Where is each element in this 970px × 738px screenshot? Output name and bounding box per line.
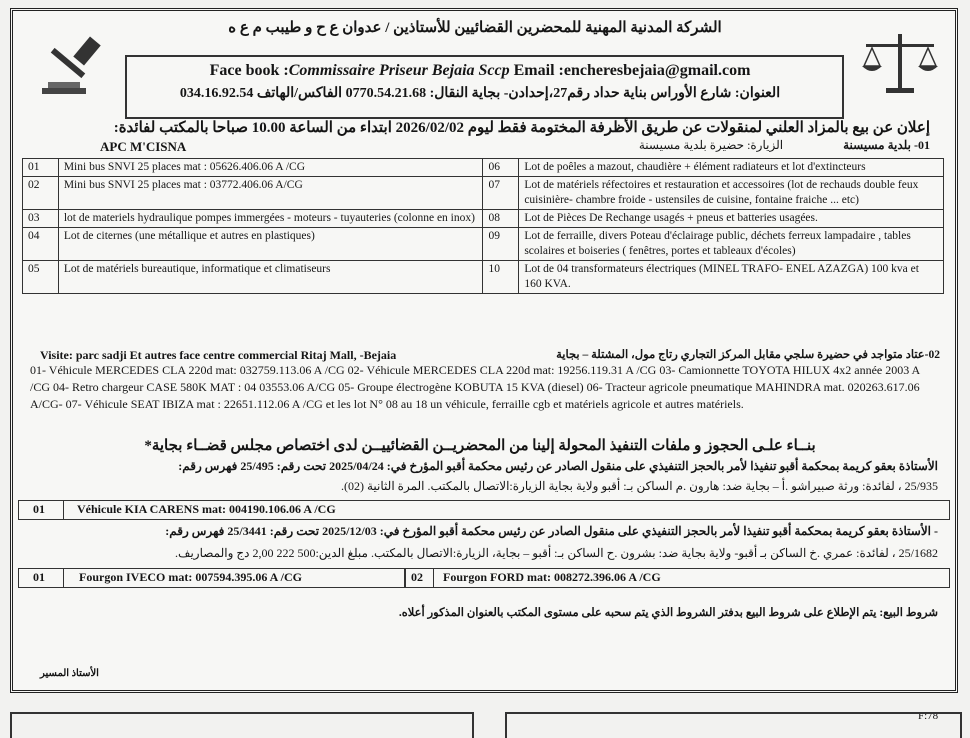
- case2-lot2-num: 02: [411, 570, 423, 584]
- signature: الأستاذ المسير: [40, 668, 99, 679]
- company-name: الشركة المدنية المهنية للمحضرين القضائيين للأستاذين / عدوان ع ح و طيبب م ع ه: [228, 20, 722, 36]
- lot-number: 05: [23, 261, 59, 294]
- table-row: [23, 210, 944, 228]
- lot-description: Lot de Pièces De Rechange usagés + pneus et batteries usagées.: [519, 210, 944, 228]
- section1-label: 01- بلدية مسيسنة: [843, 138, 930, 152]
- lot-description: Lot de matériels bureautique, informatique et climatiseurs: [58, 261, 483, 294]
- visit2-ar: 02-عتاد متواجد في حضيرة سلجي مقابل المركز التجاري رتاج مول، المشتلة – بجاية: [556, 349, 940, 361]
- lot-number: 08: [483, 210, 519, 228]
- email-label: Email :: [513, 62, 564, 79]
- lot-description: Mini bus SNVI 25 places mat : 05626.406.06 A /CG: [58, 159, 483, 177]
- lot-description: Lot de 04 transformateurs électriques (MINEL TRAFO- ENEL AZAZGA) 100 kva et 160 KVA.: [519, 261, 944, 294]
- table-row: [23, 159, 944, 177]
- gavel-icon: [40, 30, 120, 100]
- case1-lot: [18, 500, 950, 520]
- lot-number: 06: [483, 159, 519, 177]
- lot-description: Lot de citernes (une métallique et autres en plastiques): [58, 228, 483, 261]
- facebook-label: Face book :: [209, 62, 289, 79]
- lot-number: 02: [23, 177, 59, 210]
- lot-number: 01: [23, 159, 59, 177]
- judicial-title: بنــاء علـى الحجوز و ملفات التنفيذ المحولة إلينا من المحضريــن القضائييــن لدى اختصاص مجلس قضــاء بجاية*: [144, 438, 816, 454]
- contact-line: [130, 62, 830, 80]
- lot-number: 09: [483, 228, 519, 261]
- case2-lot1-desc: Fourgon IVECO mat: 007594.395.06 A /CG: [79, 570, 303, 584]
- case2-lot-2: [404, 568, 950, 588]
- table-row: [23, 228, 944, 261]
- case2-lot1-num: 01: [33, 570, 45, 584]
- case2-lot2-desc: Fourgon FORD mat: 008272.396.06 A /CG: [443, 570, 661, 584]
- case2-line2: 25/1682 ، لفائدة: عمري .خ الساكن بـ أقبو- ولاية بجاية ضد: بشرون .ح الساكن بـ: أقبو – بجاية، الزيارة:الاتصال بالمكتب. مبلغ الدين:500 222 2,00 دج والمصاريف.: [175, 546, 938, 560]
- table-row: [23, 261, 944, 294]
- lot-number: 07: [483, 177, 519, 210]
- lot-number: 04: [23, 228, 59, 261]
- apc-label: APC M'CISNA: [100, 139, 187, 154]
- visit2-text: Visite: parc sadji Et autres face centre commercial Ritaj Mall, -Bejaia: [40, 348, 397, 362]
- case1-lot-num: 01: [33, 502, 45, 516]
- lot-number: 10: [483, 261, 519, 294]
- address-line: العنوان: شارع الأوراس بناية حداد رقم27،إحدادن- بجاية النقال: 0770.54.21.68 الفاكس/الهاتف 034.16.92.54: [179, 86, 781, 101]
- table-row: [23, 177, 944, 210]
- email-value: encheresbejaia@gmail.com: [563, 62, 751, 79]
- announcement-title: إعلان عن بيع بالمزاد العلني لمنقولات عن طريق الأظرفة المختومة فقط ليوم 2026/02/02 ابتداء من الساعة 10.00 صباحا بالمكتب لفائدة:: [113, 120, 930, 136]
- case2-lot-1: [18, 568, 406, 588]
- lot-description: Lot de poêles a mazout, chaudière + élément radiateurs et lot d'extincteurs: [519, 159, 944, 177]
- reference-code: F:78: [918, 710, 939, 722]
- case1-lot-desc: Véhicule KIA CARENS mat: 004190.106.06 A /CG: [77, 502, 336, 516]
- lots-table: [22, 158, 944, 294]
- lot-description: Mini bus SNVI 25 places mat : 03772.406.06 A/CG: [58, 177, 483, 210]
- lot-description: Lot de ferraille, divers Poteau d'éclairage public, déchets ferreux lampadaire , tables scolaires et boiseries ( fenêtres, portes et tableaux d'écoles): [519, 228, 944, 261]
- case1-line2: 25/935 ، لفائدة: ورثة صبيراشو .أ – بجاية ضد: هارون .م الساكن بـ: أقبو ولاية بجاية الزيارة:الاتصال بالمكتب. المرة الثانية (02).: [341, 479, 938, 493]
- lot-description: Lot de matériels réfectoires et restauration et accessoires (lot de rechauds double feux cuisinière- chambre froide - ustensiles de cuisine, fontaine fraiche ... etc): [519, 177, 944, 210]
- next-ad-left-edge: [10, 712, 474, 738]
- lot-number: 03: [23, 210, 59, 228]
- case2-line1: - الأستاذة بعقو كريمة بمحكمة أقبو تنفيذا لأمر بالحجز التنفيذي على منقول الصادر عن رئيس محكمة أقبو المؤرخ في: 2025/12/03 تحت رقم: 25/3441 فهرس رقم:: [165, 524, 938, 538]
- lot-description: lot de materiels hydraulique pompes immergées - moteurs - tuyauteries (colonne en inox): [58, 210, 483, 228]
- next-ad-right-edge: [505, 712, 962, 738]
- scales-icon: [860, 30, 940, 100]
- facebook-value: Commissaire Priseur Bejaia Sccp: [288, 62, 510, 79]
- section2-paragraph: 01- Véhicule MERCEDES CLA 220d mat: 032759.113.06 A /CG 02- Véhicule MERCEDES CLA 220d mat: 19256.119.31 A /CG 03- Camionnette TOYOTA HILUX 4x2 année 2003 A /CG 04- Retro chargeur CASE 580K MAT : 04 03553.06 A/CG 05- Groupe électrogène KOBUTA 15 KVA (diesel) 06- Tracteur agricole pneumatique MAHINDRA mat. 020263.617.06 A/CG- 07- Véhicule SEAT IBIZA mat : 22651.112.06 A /CG et les lot N° 08 au 18 un véhicule, ferraille cgb et matériels agricole et autres matériels.: [30, 363, 920, 411]
- case1-line1: الأستاذة بعقو كريمة بمحكمة أقبو تنفيذا لأمر بالحجز التنفيذي على منقول الصادر عن رئيس محكمة أقبو المؤرخ في: 2025/04/24 تحت رقم: 25/495 فهرس رقم:: [178, 459, 938, 473]
- section1-visit: الزيارة: حضيرة بلدية مسيسنة: [638, 138, 784, 152]
- sale-conditions: شروط البيع: يتم الإطلاع على شروط البيع بدفتر الشروط الذي يتم سحبه على مستوى المكتب بالعنوان المذكور أعلاه.: [398, 607, 938, 619]
